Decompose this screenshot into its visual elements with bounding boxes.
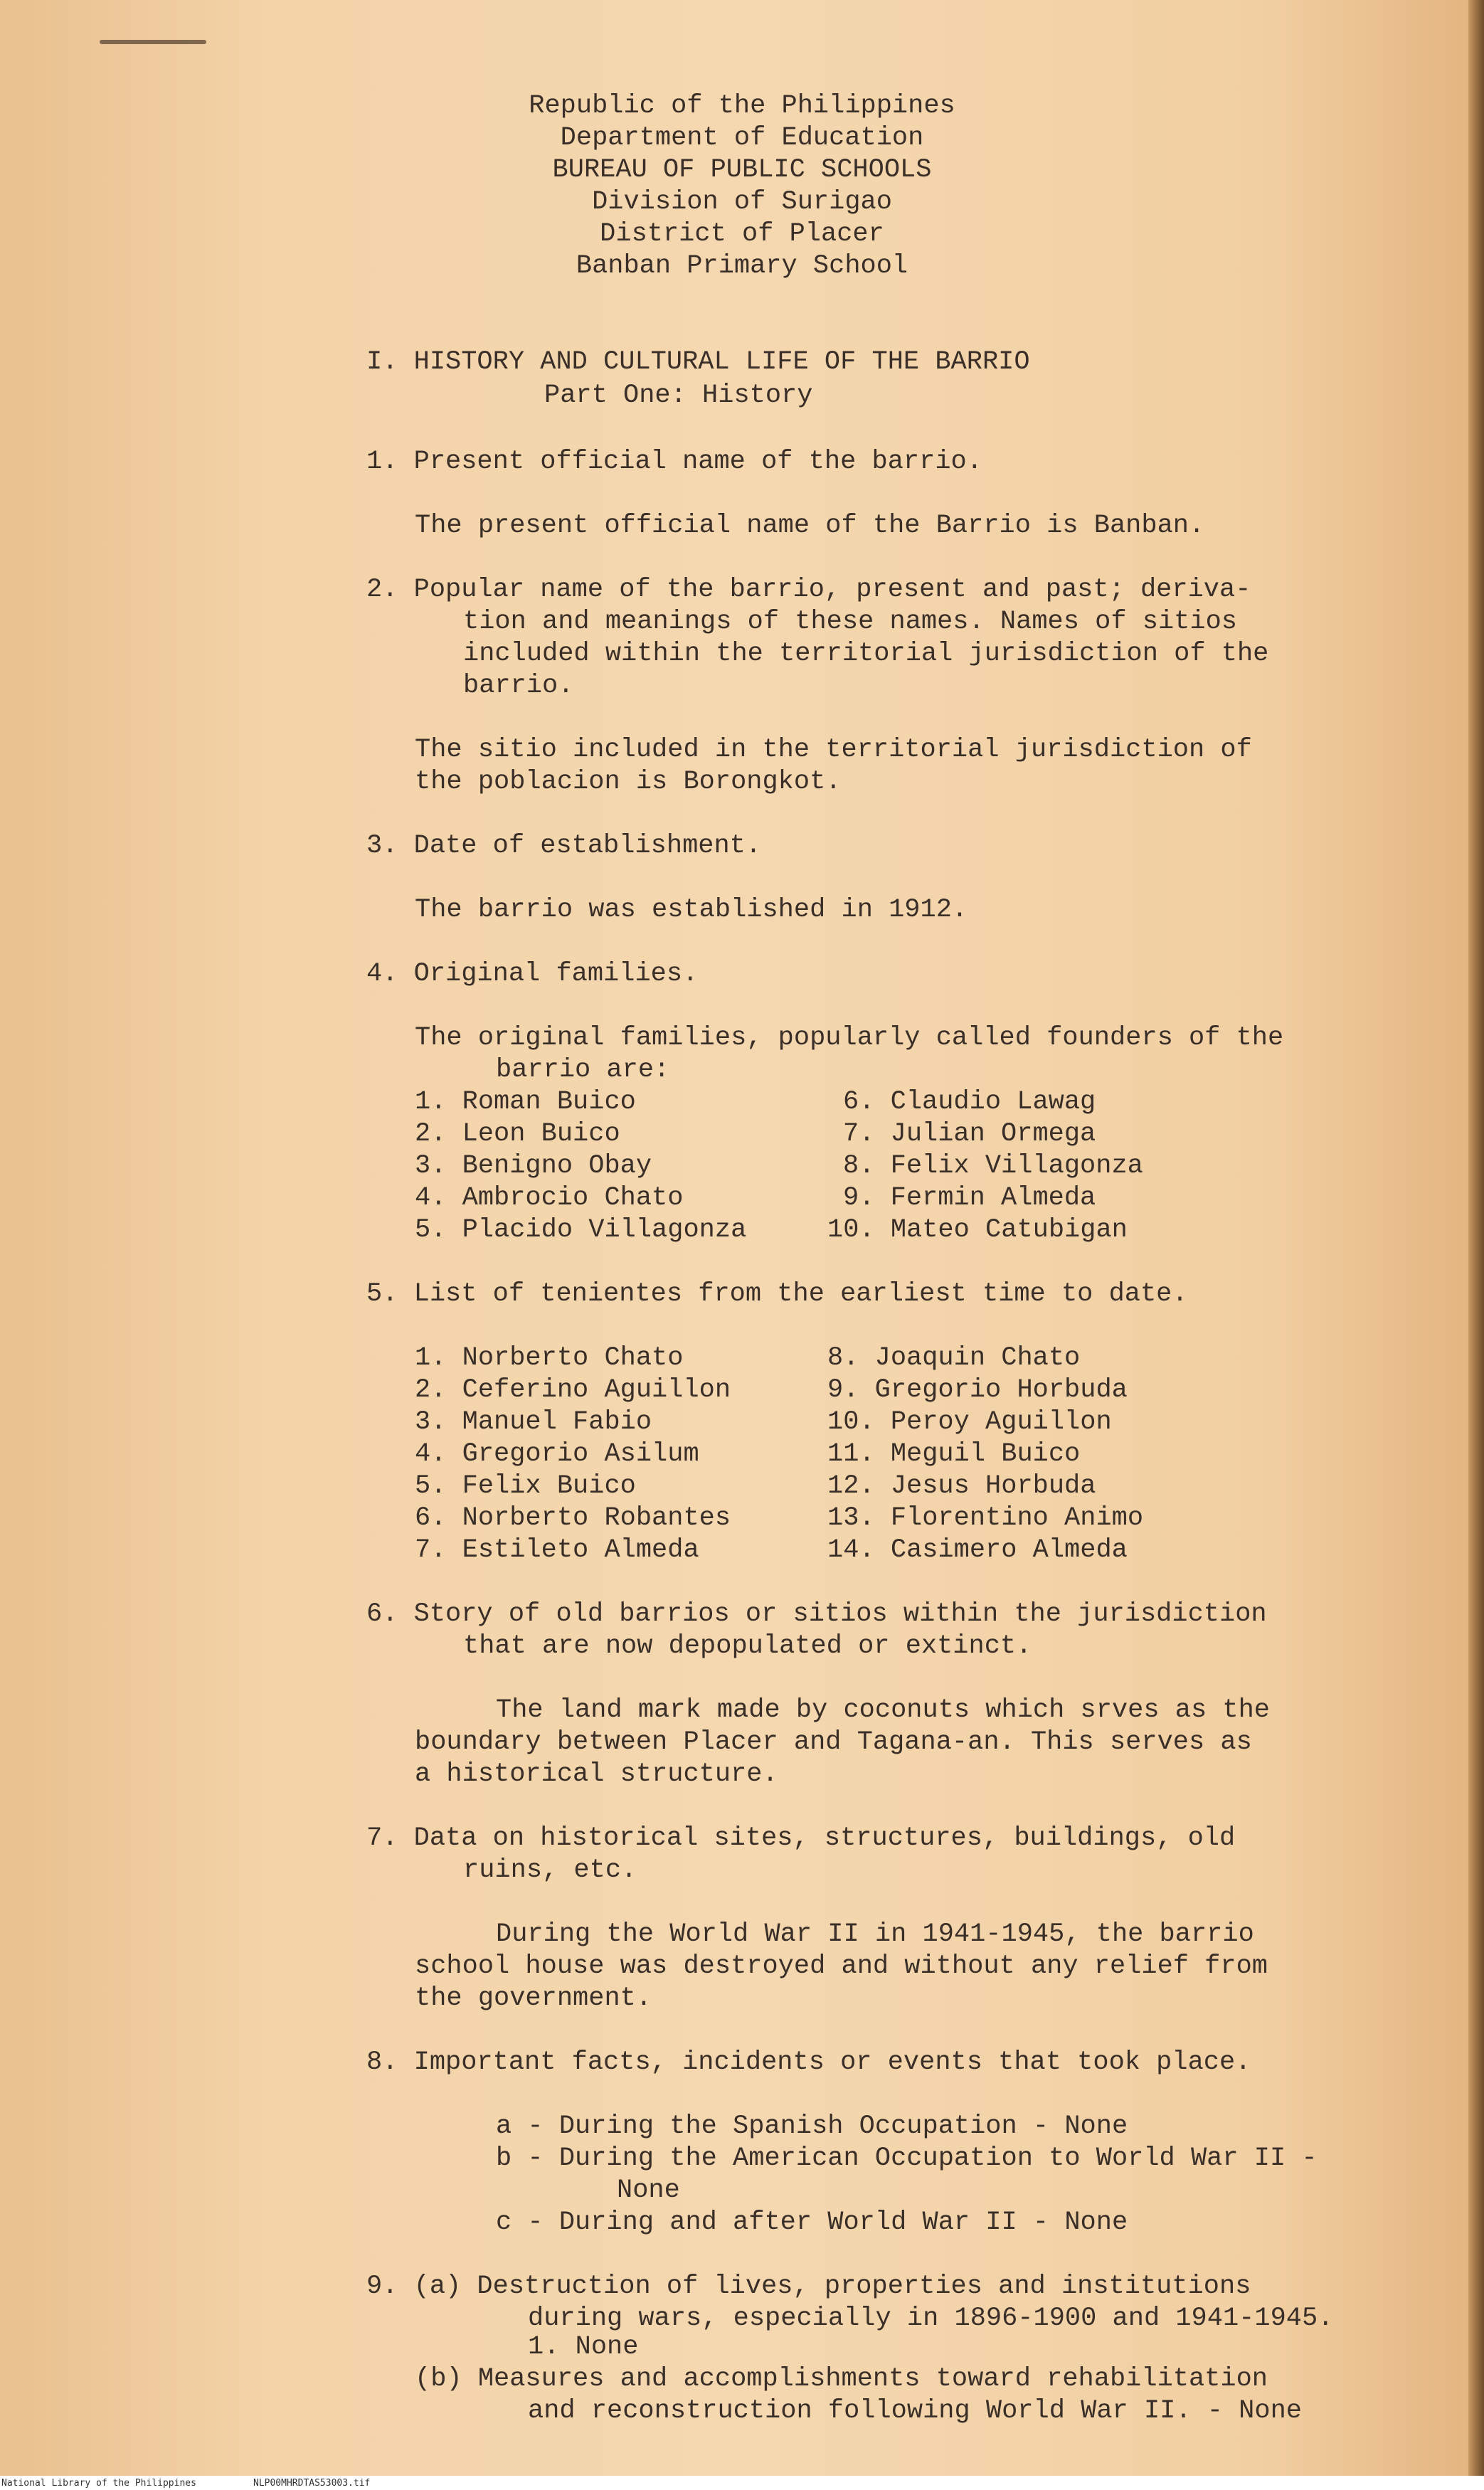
question-4: 4. Original families.: [366, 959, 699, 989]
teniente-list-item: 7. Estileto Almeda: [415, 1535, 699, 1565]
founder-list-item: 1. Roman Buico: [415, 1087, 636, 1117]
answer-7-line-1: During the World War II in 1941-1945, the barrio: [496, 1919, 1254, 1949]
founder-list-item: 5. Placido Villagonza: [415, 1215, 747, 1245]
answer-6-line-3: a historical structure.: [415, 1759, 778, 1789]
footer-library: National Library of the Philippines: [1, 2478, 196, 2489]
teniente-list-item: 13. Florentino Animo: [827, 1503, 1144, 1533]
page-edge: [1468, 0, 1484, 2476]
header-district: District of Placer: [600, 219, 884, 249]
section-subtitle: Part One: History: [544, 381, 813, 410]
ink-mark: [100, 40, 206, 44]
question-2-line-3: included within the territorial jurisdiction of the: [463, 639, 1269, 669]
question-9-a-line-2: during wars, especially in 1896-1900 and 1941-1945.: [528, 2304, 1334, 2333]
question-2-line-4: barrio.: [463, 671, 574, 701]
teniente-list-item: 8. Joaquin Chato: [827, 1343, 1081, 1373]
question-8: 8. Important facts, incidents or events that took place.: [366, 2047, 1251, 2077]
teniente-list-item: 3. Manuel Fabio: [415, 1407, 652, 1437]
teniente-list-item: 9. Gregorio Horbuda: [827, 1375, 1128, 1405]
answer-8-b-line-1: b - During the American Occupation to World War II -: [496, 2144, 1318, 2173]
teniente-list-item: 2. Ceferino Aguillon: [415, 1375, 731, 1405]
teniente-list-item: 6. Norberto Robantes: [415, 1503, 731, 1533]
teniente-list-item: 10. Peroy Aguillon: [827, 1407, 1112, 1437]
answer-6-line-2: boundary between Placer and Tagana-an. This serves as: [415, 1727, 1252, 1757]
answer-2-line-1: The sitio included in the territorial jurisdiction of: [415, 735, 1252, 765]
answer-4-line-2: barrio are:: [496, 1055, 670, 1085]
answer-2-line-2: the poblacion is Borongkot.: [415, 767, 842, 797]
answer-9-a: 1. None: [528, 2332, 639, 2362]
answer-8-c: c - During and after World War II - None: [496, 2208, 1128, 2237]
answer-4-line-1: The original families, popularly called founders of the: [415, 1023, 1284, 1053]
scan-footer: [0, 2476, 1484, 2490]
founder-list-item: 10. Mateo Catubigan: [827, 1215, 1128, 1245]
teniente-list-item: 14. Casimero Almeda: [827, 1535, 1128, 1565]
founder-list-item: 3. Benigno Obay: [415, 1151, 652, 1181]
answer-8-b-line-2: None: [617, 2176, 680, 2205]
header-school: Banban Primary School: [576, 251, 908, 281]
teniente-list-item: 4. Gregorio Asilum: [415, 1439, 699, 1469]
founder-list-item: 7. Julian Ormega: [843, 1119, 1096, 1149]
teniente-list-item: 5. Felix Buico: [415, 1471, 636, 1501]
answer-7-line-2: school house was destroyed and without any relief from: [415, 1951, 1268, 1981]
question-2-line-1: 2. Popular name of the barrio, present and past; deriva-: [366, 575, 1251, 605]
founder-list-item: 6. Claudio Lawag: [843, 1087, 1096, 1117]
section-title: I. HISTORY AND CULTURAL LIFE OF THE BARRIO: [366, 347, 1030, 377]
question-7-line-1: 7. Data on historical sites, structures, buildings, old: [366, 1823, 1236, 1853]
question-3: 3. Date of establishment.: [366, 831, 762, 861]
question-6-line-1: 6. Story of old barrios or sitios within the jurisdiction: [366, 1599, 1267, 1629]
answer-7-line-3: the government.: [415, 1983, 652, 2013]
header-bureau: BUREAU OF PUBLIC SCHOOLS: [552, 155, 932, 185]
teniente-list-item: 1. Norberto Chato: [415, 1343, 684, 1373]
answer-3: The barrio was established in 1912.: [415, 895, 968, 925]
question-9-b-line-1: (b) Measures and accomplishments toward rehabilitation: [415, 2364, 1268, 2394]
header-division: Division of Surigao: [592, 187, 892, 217]
teniente-list-item: 12. Jesus Horbuda: [827, 1471, 1096, 1501]
founder-list-item: 8. Felix Villagonza: [843, 1151, 1143, 1181]
question-2-line-2: tion and meanings of these names. Names of sitios: [463, 607, 1237, 637]
question-9-b-line-2: and reconstruction following World War II. - None: [528, 2396, 1302, 2426]
answer-8-a: a - During the Spanish Occupation - None: [496, 2112, 1128, 2141]
question-9-a-line-1: 9. (a) Destruction of lives, properties and institutions: [366, 2272, 1251, 2301]
founder-list-item: 4. Ambrocio Chato: [415, 1183, 684, 1213]
answer-6-line-1: The land mark made by coconuts which srves as the: [496, 1695, 1270, 1725]
footer-filename: NLP00MHRDTAS53003.tif: [253, 2478, 371, 2489]
teniente-list-item: 11. Meguil Buico: [827, 1439, 1081, 1469]
question-7-line-2: ruins, etc.: [463, 1855, 637, 1885]
header-republic: Republic of the Philippines: [529, 91, 955, 121]
founder-list-item: 9. Fermin Almeda: [843, 1183, 1096, 1213]
question-1: 1. Present official name of the barrio.: [366, 447, 982, 477]
question-6-line-2: that are now depopulated or extinct.: [463, 1631, 1032, 1661]
question-5: 5. List of tenientes from the earliest time to date.: [366, 1279, 1188, 1309]
header-department: Department of Education: [560, 123, 924, 153]
answer-1: The present official name of the Barrio is Banban.: [415, 511, 1205, 541]
founder-list-item: 2. Leon Buico: [415, 1119, 620, 1149]
